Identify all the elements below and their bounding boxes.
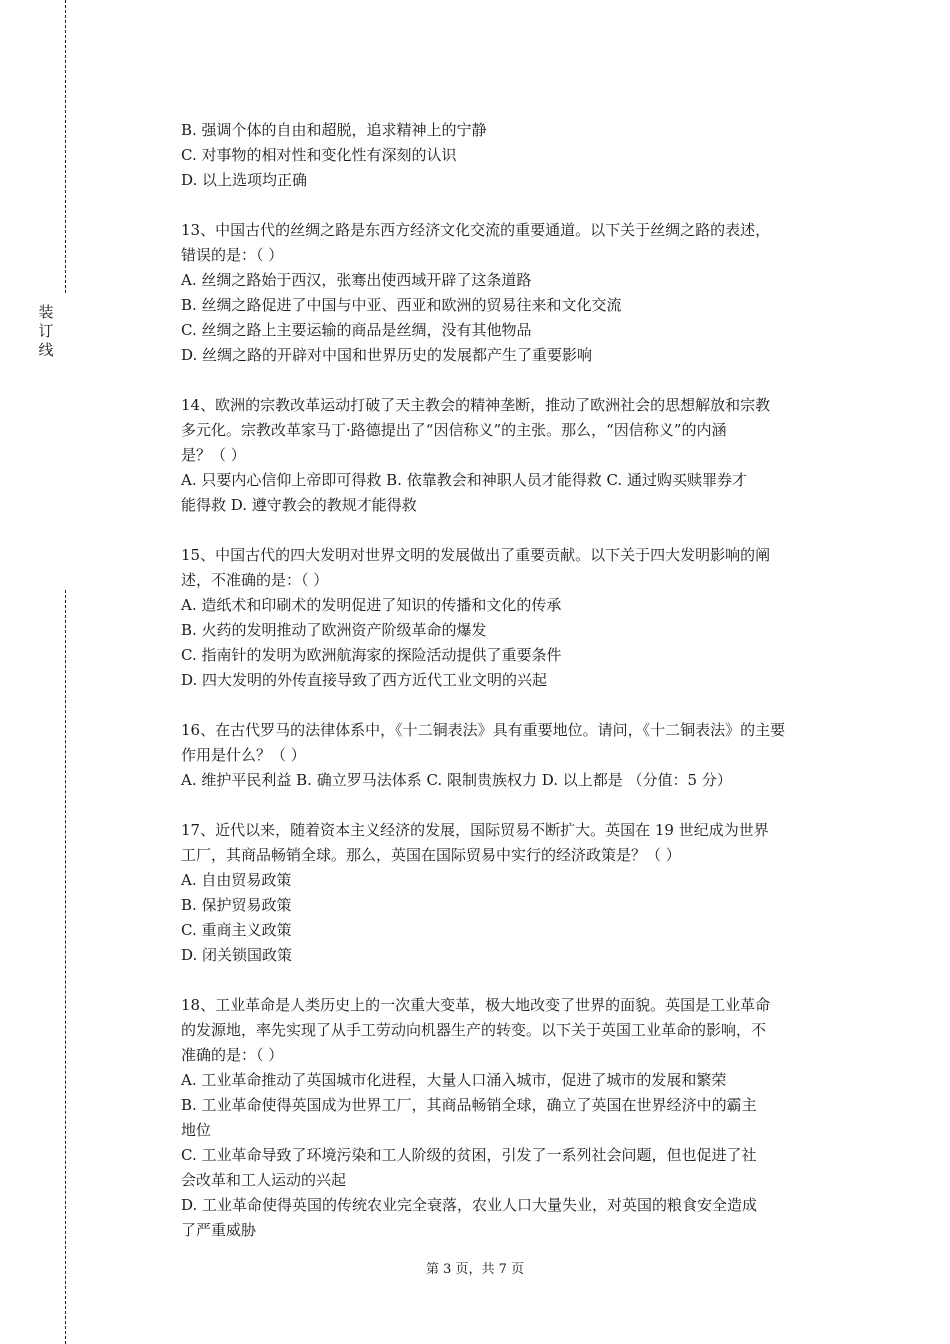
question-stem: 多元化。宗教改革家马丁·路德提出了“因信称义”的主张。那么，“因信称义”的内涵 (181, 421, 727, 439)
option-b: B. 强调个体的自由和超脱，追求精神上的宁静 (181, 121, 487, 139)
options-inline: 能得救 D. 遵守教会的教规才能得救 (181, 496, 417, 514)
option-c: C. 丝绸之路上主要运输的商品是丝绸，没有其他物品 (181, 321, 532, 339)
binding-char: 装 (38, 303, 54, 321)
question-stem: 17、近代以来，随着资本主义经济的发展，国际贸易不断扩大。英国在 19 世纪成为世界 (181, 821, 769, 839)
option-d: D. 工业革命使得英国的传统农业完全衰落，农业人口大量失业，对英国的粮食安全造成 (181, 1196, 758, 1214)
option-d: D. 丝绸之路的开辟对中国和世界历史的发展都产生了重要影响 (181, 346, 593, 364)
option-c: C. 对事物的相对性和变化性有深刻的认识 (181, 146, 457, 164)
question-stem: 工厂，其商品畅销全球。那么，英国在国际贸易中实行的经济政策是？（ ） (181, 846, 681, 864)
question-stem: 错误的是：（ ） (181, 246, 284, 264)
question-13 (181, 218, 841, 368)
option-b: B. 工业革命使得英国成为世界工厂，其商品畅销全球，确立了英国在世界经济中的霸主 (181, 1096, 757, 1114)
option-b: B. 火药的发明推动了欧洲资产阶级革命的爆发 (181, 621, 487, 639)
options-inline: A. 维护平民利益 B. 确立罗马法体系 C. 限制贵族权力 D. 以上都是 （分值：5 分） (181, 771, 732, 789)
option-d-cont: 了严重威胁 (181, 1221, 257, 1239)
binding-line-bottom (65, 590, 66, 1344)
question-stem: 13、中国古代的丝绸之路是东西方经济文化交流的重要通道。以下关于丝绸之路的表述， (181, 221, 771, 239)
binding-char: 线 (38, 341, 54, 359)
question-12-tail (181, 118, 841, 193)
binding-label (34, 303, 58, 360)
binding-line-top (65, 0, 66, 293)
exam-content (181, 118, 841, 1268)
option-a: A. 丝绸之路始于西汉，张骞出使西域开辟了这条道路 (181, 271, 532, 289)
question-stem: 18、工业革命是人类历史上的一次重大变革，极大地改变了世界的面貌。英国是工业革命 (181, 996, 771, 1014)
question-stem: 14、欧洲的宗教改革运动打破了天主教会的精神垄断，推动了欧洲社会的思想解放和宗教 (181, 396, 771, 414)
option-c-cont: 会改革和工人运动的兴起 (181, 1171, 347, 1189)
option-b: B. 保护贸易政策 (181, 896, 292, 914)
option-d: D. 闭关锁国政策 (181, 946, 293, 964)
options-inline: A. 只要内心信仰上帝即可得救 B. 依靠教会和神职人员才能得救 C. 通过购买赎罪券才 (181, 471, 747, 489)
option-b-cont: 地位 (181, 1121, 212, 1139)
question-17 (181, 818, 841, 968)
binding-char: 订 (38, 322, 54, 340)
question-14 (181, 393, 841, 518)
option-a: A. 造纸术和印刷术的发明促进了知识的传播和文化的传承 (181, 596, 562, 614)
question-stem: 16、在古代罗马的法律体系中，《十二铜表法》具有重要地位。请问，《十二铜表法》的主要 (181, 721, 786, 739)
question-18 (181, 993, 841, 1243)
question-15 (181, 543, 841, 693)
option-c: C. 重商主义政策 (181, 921, 292, 939)
option-d: D. 四大发明的外传直接导致了西方近代工业文明的兴起 (181, 671, 548, 689)
question-stem: 15、中国古代的四大发明对世界文明的发展做出了重要贡献。以下关于四大发明影响的阐 (181, 546, 771, 564)
question-stem: 的发源地，率先实现了从手工劳动向机器生产的转变。以下关于英国工业革命的影响，不 (181, 1021, 767, 1039)
option-d: D. 以上选项均正确 (181, 171, 308, 189)
option-b: B. 丝绸之路促进了中国与中亚、西亚和欧洲的贸易往来和文化交流 (181, 296, 622, 314)
option-a: A. 自由贸易政策 (181, 871, 292, 889)
option-a: A. 工业革命推动了英国城市化进程，大量人口涌入城市，促进了城市的发展和繁荣 (181, 1071, 727, 1089)
question-stem: 作用是什么？（ ） (181, 746, 306, 764)
question-stem: 述，不准确的是：（ ） (181, 571, 329, 589)
option-c: C. 指南针的发明为欧洲航海家的探险活动提供了重要条件 (181, 646, 562, 664)
question-stem: 是？（ ） (181, 446, 246, 464)
option-c: C. 工业革命导致了环境污染和工人阶级的贫困，引发了一系列社会问题，但也促进了社 (181, 1146, 757, 1164)
question-16 (181, 718, 841, 793)
page-number: 第 3 页，共 7 页 (425, 1262, 525, 1277)
question-stem: 准确的是：（ ） (181, 1046, 284, 1064)
